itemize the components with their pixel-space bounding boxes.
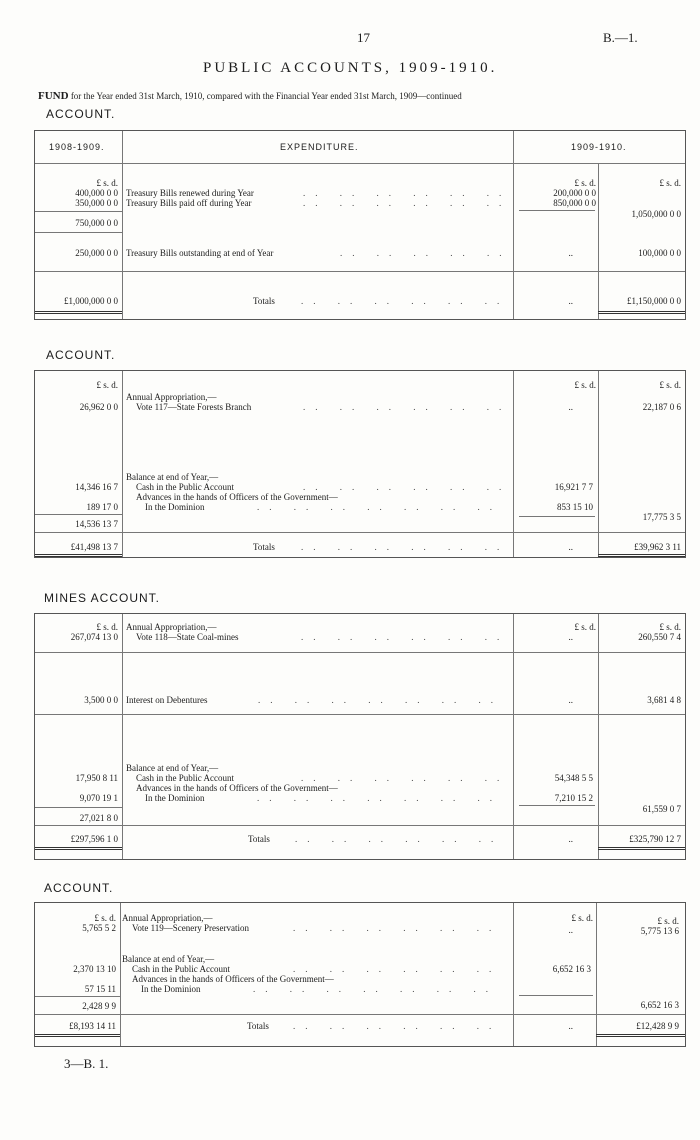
- row-description: Advances in the hands of Officers of the Government—: [132, 974, 334, 984]
- prev-amount: 189 17 0: [86, 502, 118, 512]
- detail-amount: ..: [568, 925, 573, 935]
- leader-dots: .. .. .. .. .. .. ..: [257, 793, 502, 803]
- detail-amount: 16,921 7 7: [554, 482, 593, 492]
- section-1-title: ACCOUNT.: [46, 107, 116, 121]
- row-description: Vote 117—State Forests Branch: [136, 402, 252, 412]
- detail-amount: ..: [568, 248, 573, 258]
- row-description: In the Dominion: [145, 793, 205, 803]
- unit-label: £ s. d.: [96, 622, 118, 632]
- prev-amount: 9,070 19 1: [79, 793, 118, 803]
- fund-heading: [38, 90, 462, 102]
- row-description: In the Dominion: [145, 502, 205, 512]
- row-description: Cash in the Public Account: [136, 482, 234, 492]
- detail-amount: 6,652 16 3: [552, 964, 591, 974]
- column-rule: [122, 131, 123, 319]
- total-prev: £41,498 13 7: [70, 542, 118, 552]
- row-description: Advances in the hands of Officers of the Government—: [136, 492, 338, 502]
- prev-amount: 400,000 0 0: [75, 188, 118, 198]
- unit-label: £ s. d.: [574, 178, 596, 188]
- unit-label: £ s. d.: [571, 913, 593, 923]
- leader-dots: .. .. .. .. .. ..: [301, 632, 510, 642]
- leader-dots: .. .. .. .. .. ..: [301, 542, 510, 552]
- subtotal-prev: 14,536 13 7: [75, 519, 118, 529]
- prev-amount: 26,962 0 0: [79, 402, 118, 412]
- leader-dots: .. .. .. .. .. ..: [293, 1021, 502, 1031]
- subtotal-prev: 2,428 9 9: [82, 1001, 116, 1011]
- row-description: Interest on Debentures: [126, 695, 208, 705]
- fund-heading-text: for the Year ended 31st March, 1910, compared with the Financial Year ended 31st March, 1909—continued: [70, 91, 462, 101]
- total-current: £12,428 9 9: [636, 1021, 679, 1031]
- prev-amount: 2,370 13 10: [73, 964, 116, 974]
- header-rule: [35, 163, 685, 164]
- unit-label: £ s. d.: [657, 916, 679, 926]
- row-description: Advances in the hands of Officers of the Government—: [136, 783, 338, 793]
- page-title: PUBLIC ACCOUNTS, 1909-1910.: [203, 60, 498, 76]
- column-rule: [120, 903, 121, 1046]
- section-1-table: [34, 130, 686, 320]
- totals-label: Totals: [253, 542, 275, 552]
- section-heading: Annual Appropriation,—: [126, 392, 217, 402]
- leader-dots: .. .. .. .. .. ..: [301, 773, 510, 783]
- leader-dots: .. .. .. .. .. ..: [293, 964, 502, 974]
- total-detail: ..: [568, 1021, 573, 1031]
- current-amount: 5,775 13 6: [640, 926, 679, 936]
- current-amount: 260,550 7 4: [638, 632, 681, 642]
- row-description: Cash in the Public Account: [136, 773, 234, 783]
- prev-amount: 14,346 16 7: [75, 482, 118, 492]
- total-detail: ..: [568, 296, 573, 306]
- unit-label: £ s. d.: [659, 178, 681, 188]
- leader-dots: .. .. .. .. .. .. ..: [257, 502, 502, 512]
- row-description: Treasury Bills renewed during Year: [126, 188, 254, 198]
- unit-label: £ s. d.: [574, 622, 596, 632]
- section-4-title: ACCOUNT.: [44, 881, 114, 895]
- prev-amount: 57 15 11: [84, 984, 116, 994]
- page-reference: B.—1.: [603, 30, 638, 45]
- prev-amount: 267,074 13 0: [70, 632, 118, 642]
- total-detail: ..: [568, 542, 573, 552]
- detail-amount: ..: [568, 402, 573, 412]
- detail-amount: 54,348 5 5: [554, 773, 593, 783]
- detail-amount: ..: [568, 695, 573, 705]
- column-rule: [513, 614, 514, 859]
- column-header-1908: 1908-1909.: [49, 142, 105, 152]
- prev-amount: 3,500 0 0: [84, 695, 118, 705]
- column-rule: [513, 131, 514, 319]
- leader-dots: .. .. .. .. ..: [340, 248, 512, 258]
- row-description: Vote 118—State Coal-mines: [136, 632, 239, 642]
- total-prev: £297,596 1 0: [70, 834, 118, 844]
- total-prev: £8,193 14 11: [69, 1021, 116, 1031]
- detail-amount: 200,000 0 0: [553, 188, 596, 198]
- column-header-expenditure: EXPENDITURE.: [280, 142, 359, 152]
- current-amount: 22,187 0 6: [642, 402, 681, 412]
- total-current: £1,150,000 0 0: [627, 296, 681, 306]
- leader-dots: .. .. .. .. .. ..: [301, 296, 510, 306]
- totals-label: Totals: [253, 296, 275, 306]
- subtotal-current: 17,775 3 5: [642, 512, 681, 522]
- totals-label: Totals: [247, 1021, 269, 1031]
- section-3-title: MINES ACCOUNT.: [44, 591, 161, 605]
- row-description: Vote 119—Scenery Preservation: [132, 923, 249, 933]
- unit-label: £ s. d.: [94, 913, 116, 923]
- column-rule: [598, 614, 599, 859]
- column-rule: [122, 614, 123, 859]
- unit-label: £ s. d.: [96, 380, 118, 390]
- section-heading: Annual Appropriation,—: [126, 622, 217, 632]
- section-2-title: ACCOUNT.: [46, 348, 116, 362]
- subtotal-current: 61,559 0 7: [642, 804, 681, 814]
- prev-amount: 17,950 8 11: [75, 773, 118, 783]
- current-amount: 3,681 4 8: [647, 695, 681, 705]
- fund-heading-bold: FUND: [38, 90, 69, 102]
- section-heading: Annual Appropriation,—: [122, 913, 213, 923]
- column-header-1909: 1909-1910.: [571, 142, 627, 152]
- page-footer: 3—B. 1.: [64, 1056, 109, 1071]
- total-detail: ..: [568, 834, 573, 844]
- detail-amount: 7,210 15 2: [554, 793, 593, 803]
- section-heading: Balance at end of Year,—: [126, 472, 219, 482]
- subtotal-prev: 27,021 8 0: [79, 813, 118, 823]
- section-3-table: [34, 613, 686, 860]
- leader-dots: .. .. .. .. .. ..: [303, 188, 512, 198]
- prev-amount: 5,765 5 2: [82, 923, 116, 933]
- unit-label: £ s. d.: [659, 622, 681, 632]
- unit-label: £ s. d.: [574, 380, 596, 390]
- page-number: 17: [357, 30, 370, 45]
- detail-amount: ..: [568, 632, 573, 642]
- leader-dots: .. .. .. .. .. .. ..: [258, 695, 503, 705]
- leader-dots: .. .. .. .. .. .. ..: [253, 984, 498, 994]
- detail-amount: 850,000 0 0: [553, 198, 596, 208]
- current-amount: 100,000 0 0: [638, 248, 681, 258]
- unit-label: £ s. d.: [96, 178, 118, 188]
- detail-amount: 853 15 10: [557, 502, 593, 512]
- section-2-table: [34, 370, 686, 558]
- subtotal-current: 1,050,000 0 0: [631, 209, 681, 219]
- unit-label: £ s. d.: [659, 380, 681, 390]
- leader-dots: .. .. .. .. .. ..: [293, 923, 502, 933]
- row-description: In the Dominion: [141, 984, 201, 994]
- section-heading: Balance at end of Year,—: [122, 954, 215, 964]
- leader-dots: .. .. .. .. .. ..: [303, 198, 512, 208]
- subtotal-prev: 750,000 0 0: [75, 218, 118, 228]
- section-heading: Balance at end of Year,—: [126, 763, 219, 773]
- total-current: £325,790 12 7: [629, 834, 681, 844]
- row-description: Treasury Bills outstanding at end of Year: [126, 248, 274, 258]
- total-current: £39,962 3 11: [634, 542, 681, 552]
- column-rule: [122, 371, 123, 557]
- leader-dots: .. .. .. .. .. ..: [303, 482, 512, 492]
- section-4-table: [34, 902, 686, 1047]
- leader-dots: .. .. .. .. .. ..: [295, 834, 504, 844]
- row-description: Treasury Bills paid off during Year: [126, 198, 252, 208]
- row-description: Cash in the Public Account: [132, 964, 230, 974]
- leader-dots: .. .. .. .. .. ..: [303, 402, 512, 412]
- prev-amount: 350,000 0 0: [75, 198, 118, 208]
- totals-label: Totals: [248, 834, 270, 844]
- prev-amount: 250,000 0 0: [75, 248, 118, 258]
- column-rule: [513, 371, 514, 557]
- subtotal-current: 6,652 16 3: [640, 1000, 679, 1010]
- total-prev: £1,000,000 0 0: [64, 296, 118, 306]
- column-rule: [598, 371, 599, 557]
